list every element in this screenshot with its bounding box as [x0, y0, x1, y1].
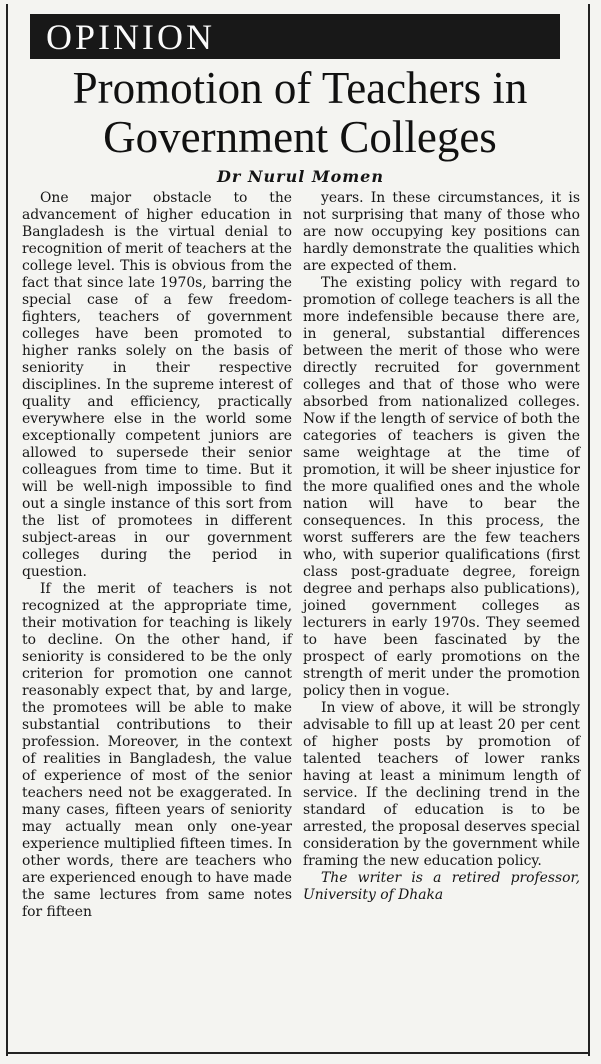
author-credit: The writer is a retired professor, University of Dhaka [303, 870, 580, 903]
section-label: OPINION [46, 17, 215, 57]
article-column-left [22, 190, 292, 921]
border-rule-right [588, 4, 590, 1056]
paragraph: In view of above, it will be strongly advisable to fill up at least 20 per cent of higher posts by promotion of talented teachers of lower ranks having at least a minimum length of service. If the declining trend in the standard of education is to be arrested, the proposal deserves special consideration by the government while framing the new education policy. [303, 700, 580, 869]
paragraph: One major obstacle to the advancement of higher education in Bangladesh is the virtual denial to recognition of merit of teachers at the college level. This is obvious from the fact that since late 1970s, barring the special case of a few freedom-fighters, teachers of government colleges have been promoted to higher ranks solely on the basis of seniority in their respective disciplines. In the supreme interest of quality and efficiency, practically everywhere else in the world some exceptionally competent juniors are allowed to supersede their senior colleagues from time to time. But it will be well-nigh impossible to find out a single instance of this sort from the list of promotees in different subject-areas in our government colleges during the period in question. [22, 190, 292, 580]
paragraph: The existing policy with regard to promotion of college teachers is all the more indefensible because there are, in general, substantial differences between the merit of those who were directly recruited for government colleges and that of those who were absorbed from nationalized colleges. Now if the length of service of both the categories of teachers is given the same weightage at the time of promotion, it will be sheer injustice for the more qualified ones and the whole nation will have to bear the consequences. In this process, the worst sufferers are the few teachers who, with superior qualifications (first class post-graduate degree, foreign degree and perhaps also publications), joined government colleges as lecturers in early 1970s. They seemed to have been fascinated by the prospect of early promotions on the strength of merit under the promotion policy then in vogue. [303, 275, 580, 699]
byline: Dr Nurul Momen [217, 167, 384, 186]
paragraph: years. In these circumstances, it is not surprising that many of those who are now occupying key positions can hardly demonstrate the qualities which are expected of them. [303, 190, 580, 274]
border-rule-bottom [6, 1052, 590, 1054]
article-column-right [303, 190, 580, 904]
section-banner [30, 14, 560, 59]
headline: Promotion of Teachers in Government Colleges [72, 63, 528, 162]
border-rule-left [6, 4, 8, 1056]
paragraph: If the merit of teachers is not recognized at the appropriate time, their motivation for teaching is likely to decline. On the other hand, if seniority is considered to be the only criterion for promotion one cannot reasonably expect that, by and large, the promotees will be able to make substantial contributions to their profession. Moreover, in the context of realities in Bangladesh, the value of experience of most of the senior teachers need not be exaggerated. In many cases, fifteen years of seniority may actually mean only one-year experience multiplied fifteen times. In other words, there are teachers who are experienced enough to have made the same lectures from same notes for fifteen [22, 581, 292, 920]
